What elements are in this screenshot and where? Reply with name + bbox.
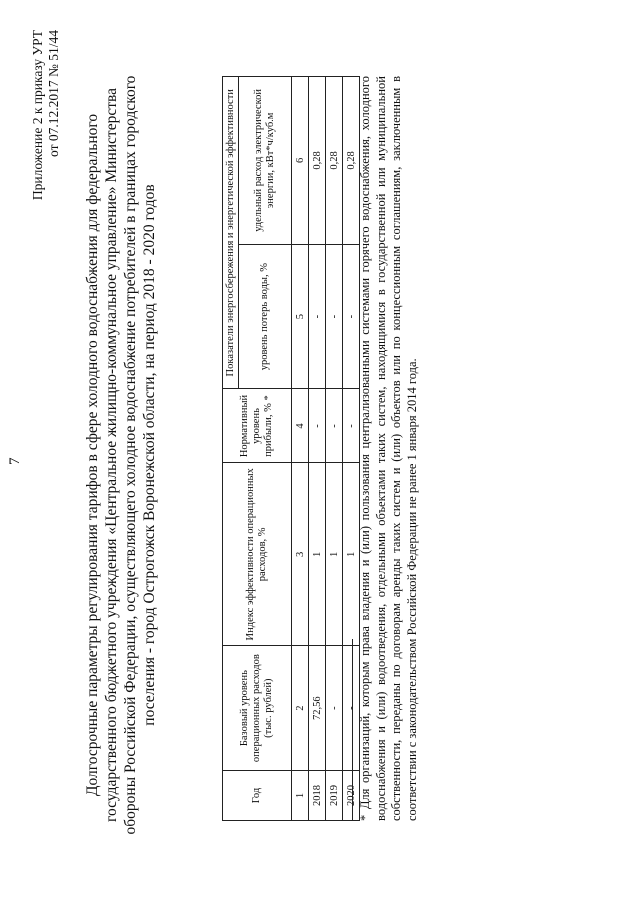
cell-energy: 0,28 [326, 77, 343, 245]
cell-energy: 0,28 [343, 77, 360, 245]
footnote-text: * Для организаций, которым права владения и (или) пользования централизованными системами горячего водоснабжения, холодного водоснабжения и (или) водоотведения, отдельными объектами таких систем, находящимися в государственной или муниципальной собственности, переданы по договорам аренды таких систем и (или) объектов или по концессионным соглашениям, заключенным в соответствии с законодательством Российской Федерации не ранее 1 января 2014 года. [358, 76, 419, 821]
cell-base: 72,56 [309, 646, 326, 771]
header-water-loss: уровень потерь воды, % [239, 244, 292, 389]
title-line: государственного бюджетного учреждения «Центральное жилищно-коммунальное управление» Министерства [103, 88, 120, 822]
cell-loss: - [343, 244, 360, 389]
appendix-line: от 07.12.2017 № 51/44 [46, 30, 61, 157]
appendix-line: Приложение 2 к приказу УРТ [30, 30, 45, 201]
cell-profit: - [343, 389, 360, 463]
header-energy-group: Показатели энергосбережения и энергетической эффективности [223, 77, 239, 390]
footnote-divider [352, 639, 353, 821]
header-row [223, 77, 239, 821]
column-number: 3 [292, 463, 309, 646]
table-row [309, 77, 326, 821]
cell-base: - [343, 646, 360, 771]
cell-index: 1 [343, 463, 360, 646]
header-year: Год [223, 771, 292, 821]
column-number: 2 [292, 646, 309, 771]
column-number: 4 [292, 389, 309, 463]
table-row [343, 77, 360, 821]
column-number: 1 [292, 771, 309, 821]
title-line: поселения - город Острогожск Воронежской области, на период 2018 - 2020 годов [141, 184, 158, 726]
cell-year: 2019 [326, 771, 343, 821]
page-number: 7 [7, 457, 23, 465]
cell-index: 1 [309, 463, 326, 646]
appendix-reference [30, 30, 62, 200]
header-base-expenses: Базовый уровень операционных расходов (тыс. рублей) [223, 646, 292, 771]
cell-energy: 0,28 [309, 77, 326, 245]
cell-loss: - [326, 244, 343, 389]
column-number-row [292, 77, 309, 821]
document-title [83, 75, 159, 835]
column-number: 5 [292, 244, 309, 389]
cell-year: 2020 [343, 771, 360, 821]
title-line: Долгосрочные параметры регулирования тарифов в сфере холодного водоснабжения для федерального [84, 113, 101, 797]
parameters-table [222, 76, 360, 821]
title-line: обороны Российской Федерации, осуществляющего холодное водоснабжение потребителей в границах городского [122, 75, 139, 835]
header-profit-level: Нормативный уровень прибыли, % * [223, 389, 292, 463]
cell-year: 2018 [309, 771, 326, 821]
cell-base: - [326, 646, 343, 771]
table-row [326, 77, 343, 821]
cell-index: 1 [326, 463, 343, 646]
cell-profit: - [309, 389, 326, 463]
header-energy-consumption: удельный расход электрической энергии, кВт*ч/куб.м [239, 77, 292, 245]
cell-loss: - [309, 244, 326, 389]
header-efficiency-index: Индекс эффективности операционных расходов, % [223, 463, 292, 646]
cell-profit: - [326, 389, 343, 463]
column-number: 6 [292, 77, 309, 245]
